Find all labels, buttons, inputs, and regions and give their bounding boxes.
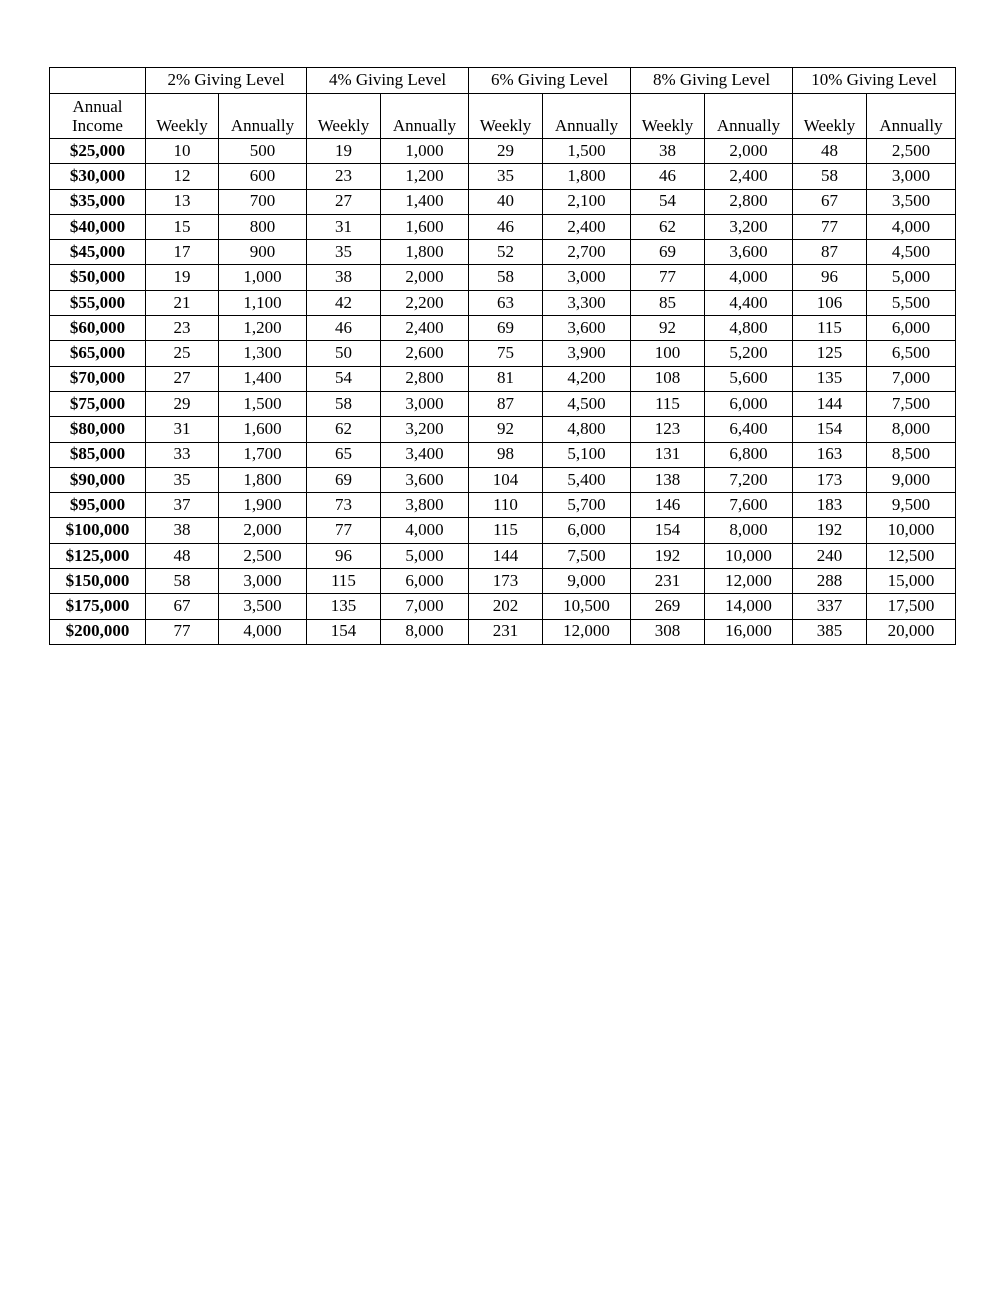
annually-cell: 3,600 <box>705 240 793 265</box>
annually-cell: 5,600 <box>705 366 793 391</box>
weekly-cell: 46 <box>469 214 543 239</box>
weekly-cell: 62 <box>307 417 381 442</box>
annual-income-header-line1: Annual <box>72 96 123 116</box>
weekly-cell: 106 <box>793 290 867 315</box>
weekly-cell: 35 <box>146 467 219 492</box>
weekly-cell: 54 <box>631 189 705 214</box>
weekly-cell: 65 <box>307 442 381 467</box>
table-row <box>50 543 956 568</box>
weekly-cell: 131 <box>631 442 705 467</box>
weekly-cell: 138 <box>631 467 705 492</box>
annually-cell: 1,700 <box>219 442 307 467</box>
annually-cell: 3,600 <box>543 316 631 341</box>
annually-cell: 7,600 <box>705 493 793 518</box>
weekly-cell: 173 <box>469 569 543 594</box>
weekly-cell: 67 <box>146 594 219 619</box>
weekly-cell: 154 <box>631 518 705 543</box>
annually-cell: 3,000 <box>867 164 956 189</box>
weekly-cell: 50 <box>307 341 381 366</box>
income-cell: $85,000 <box>50 442 146 467</box>
weekly-cell: 35 <box>307 240 381 265</box>
annually-cell: 4,800 <box>705 316 793 341</box>
weekly-header: Weekly <box>631 94 705 139</box>
level-header-6pct: 6% Giving Level <box>469 68 631 94</box>
annually-cell: 1,400 <box>219 366 307 391</box>
annually-cell: 1,500 <box>219 391 307 416</box>
annually-cell: 1,800 <box>381 240 469 265</box>
income-cell: $70,000 <box>50 366 146 391</box>
weekly-cell: 58 <box>469 265 543 290</box>
annually-cell: 4,200 <box>543 366 631 391</box>
annually-cell: 4,000 <box>381 518 469 543</box>
income-cell: $55,000 <box>50 290 146 315</box>
annual-income-header-line2: Income <box>72 116 123 136</box>
corner-cell <box>50 68 146 94</box>
weekly-cell: 29 <box>146 391 219 416</box>
weekly-cell: 58 <box>146 569 219 594</box>
annually-cell: 12,000 <box>543 619 631 644</box>
annually-cell: 3,200 <box>381 417 469 442</box>
annually-cell: 10,000 <box>867 518 956 543</box>
annually-cell: 4,500 <box>867 240 956 265</box>
table-row <box>50 316 956 341</box>
annually-cell: 1,300 <box>219 341 307 366</box>
annually-cell: 6,000 <box>705 391 793 416</box>
annually-cell: 2,400 <box>705 164 793 189</box>
table-row <box>50 619 956 644</box>
weekly-cell: 52 <box>469 240 543 265</box>
table-row <box>50 139 956 164</box>
weekly-cell: 183 <box>793 493 867 518</box>
weekly-cell: 146 <box>631 493 705 518</box>
annually-cell: 6,400 <box>705 417 793 442</box>
weekly-cell: 63 <box>469 290 543 315</box>
annually-cell: 2,500 <box>219 543 307 568</box>
sub-header-row <box>50 94 956 139</box>
annually-cell: 5,700 <box>543 493 631 518</box>
annually-cell: 3,000 <box>219 569 307 594</box>
weekly-cell: 308 <box>631 619 705 644</box>
annually-cell: 4,800 <box>543 417 631 442</box>
weekly-cell: 192 <box>793 518 867 543</box>
annually-cell: 8,000 <box>381 619 469 644</box>
annually-cell: 3,500 <box>867 189 956 214</box>
weekly-cell: 19 <box>146 265 219 290</box>
annually-cell: 700 <box>219 189 307 214</box>
weekly-cell: 154 <box>307 619 381 644</box>
weekly-cell: 29 <box>469 139 543 164</box>
annually-cell: 3,800 <box>381 493 469 518</box>
annually-cell: 2,800 <box>381 366 469 391</box>
annually-cell: 6,000 <box>543 518 631 543</box>
annual-income-header <box>50 94 146 139</box>
annually-cell: 17,500 <box>867 594 956 619</box>
table-row <box>50 214 956 239</box>
annually-cell: 5,100 <box>543 442 631 467</box>
income-cell: $100,000 <box>50 518 146 543</box>
annually-cell: 20,000 <box>867 619 956 644</box>
annually-cell: 4,400 <box>705 290 793 315</box>
table-row <box>50 290 956 315</box>
weekly-cell: 37 <box>146 493 219 518</box>
annually-cell: 15,000 <box>867 569 956 594</box>
annually-header: Annually <box>867 94 956 139</box>
weekly-cell: 58 <box>793 164 867 189</box>
weekly-cell: 77 <box>631 265 705 290</box>
annually-cell: 500 <box>219 139 307 164</box>
annually-cell: 9,000 <box>543 569 631 594</box>
weekly-cell: 337 <box>793 594 867 619</box>
weekly-cell: 92 <box>631 316 705 341</box>
weekly-cell: 144 <box>469 543 543 568</box>
weekly-cell: 231 <box>631 569 705 594</box>
income-cell: $45,000 <box>50 240 146 265</box>
annually-cell: 3,000 <box>381 391 469 416</box>
annually-cell: 2,000 <box>705 139 793 164</box>
table-row <box>50 594 956 619</box>
table-row <box>50 265 956 290</box>
annually-cell: 5,200 <box>705 341 793 366</box>
annually-cell: 4,500 <box>543 391 631 416</box>
annually-cell: 3,400 <box>381 442 469 467</box>
weekly-cell: 87 <box>793 240 867 265</box>
table-row <box>50 467 956 492</box>
annually-cell: 4,000 <box>867 214 956 239</box>
weekly-cell: 69 <box>631 240 705 265</box>
annually-cell: 7,000 <box>381 594 469 619</box>
annually-header: Annually <box>219 94 307 139</box>
weekly-cell: 48 <box>146 543 219 568</box>
table-row <box>50 189 956 214</box>
annually-cell: 7,500 <box>867 391 956 416</box>
annually-cell: 9,000 <box>867 467 956 492</box>
weekly-cell: 231 <box>469 619 543 644</box>
table-row <box>50 391 956 416</box>
weekly-cell: 125 <box>793 341 867 366</box>
table-body <box>50 139 956 645</box>
weekly-cell: 77 <box>146 619 219 644</box>
annually-cell: 2,000 <box>219 518 307 543</box>
annually-cell: 8,500 <box>867 442 956 467</box>
annually-cell: 5,000 <box>867 265 956 290</box>
annually-cell: 5,400 <box>543 467 631 492</box>
level-header-4pct: 4% Giving Level <box>307 68 469 94</box>
annually-cell: 1,200 <box>381 164 469 189</box>
annually-cell: 600 <box>219 164 307 189</box>
weekly-cell: 27 <box>307 189 381 214</box>
weekly-cell: 21 <box>146 290 219 315</box>
table-row <box>50 164 956 189</box>
annually-cell: 5,500 <box>867 290 956 315</box>
weekly-cell: 25 <box>146 341 219 366</box>
weekly-cell: 135 <box>793 366 867 391</box>
annually-cell: 3,600 <box>381 467 469 492</box>
annually-header: Annually <box>543 94 631 139</box>
weekly-cell: 104 <box>469 467 543 492</box>
annually-cell: 5,000 <box>381 543 469 568</box>
annually-cell: 1,200 <box>219 316 307 341</box>
weekly-cell: 115 <box>793 316 867 341</box>
annually-cell: 6,800 <box>705 442 793 467</box>
weekly-cell: 12 <box>146 164 219 189</box>
income-cell: $40,000 <box>50 214 146 239</box>
weekly-cell: 73 <box>307 493 381 518</box>
weekly-cell: 85 <box>631 290 705 315</box>
annually-cell: 2,800 <box>705 189 793 214</box>
annually-cell: 2,000 <box>381 265 469 290</box>
annually-cell: 4,000 <box>705 265 793 290</box>
weekly-header: Weekly <box>469 94 543 139</box>
table-header <box>50 68 956 139</box>
weekly-header: Weekly <box>793 94 867 139</box>
annually-cell: 3,000 <box>543 265 631 290</box>
weekly-cell: 58 <box>307 391 381 416</box>
weekly-cell: 67 <box>793 189 867 214</box>
weekly-cell: 240 <box>793 543 867 568</box>
weekly-cell: 108 <box>631 366 705 391</box>
annually-cell: 6,500 <box>867 341 956 366</box>
annually-cell: 3,900 <box>543 341 631 366</box>
weekly-header: Weekly <box>307 94 381 139</box>
annually-cell: 1,600 <box>381 214 469 239</box>
annually-cell: 12,500 <box>867 543 956 568</box>
weekly-cell: 110 <box>469 493 543 518</box>
weekly-cell: 163 <box>793 442 867 467</box>
annually-cell: 2,700 <box>543 240 631 265</box>
annually-cell: 16,000 <box>705 619 793 644</box>
table-row <box>50 569 956 594</box>
weekly-cell: 77 <box>307 518 381 543</box>
weekly-cell: 13 <box>146 189 219 214</box>
table-row <box>50 366 956 391</box>
income-cell: $50,000 <box>50 265 146 290</box>
annually-cell: 2,400 <box>381 316 469 341</box>
weekly-cell: 46 <box>307 316 381 341</box>
annually-cell: 3,200 <box>705 214 793 239</box>
annually-header: Annually <box>381 94 469 139</box>
weekly-cell: 62 <box>631 214 705 239</box>
income-cell: $30,000 <box>50 164 146 189</box>
weekly-cell: 87 <box>469 391 543 416</box>
weekly-cell: 40 <box>469 189 543 214</box>
level-header-8pct: 8% Giving Level <box>631 68 793 94</box>
weekly-cell: 135 <box>307 594 381 619</box>
weekly-cell: 96 <box>307 543 381 568</box>
weekly-cell: 35 <box>469 164 543 189</box>
annually-cell: 1,900 <box>219 493 307 518</box>
weekly-cell: 38 <box>307 265 381 290</box>
annually-cell: 10,500 <box>543 594 631 619</box>
weekly-cell: 48 <box>793 139 867 164</box>
income-cell: $35,000 <box>50 189 146 214</box>
table-row <box>50 442 956 467</box>
annually-cell: 9,500 <box>867 493 956 518</box>
annually-header: Annually <box>705 94 793 139</box>
weekly-cell: 15 <box>146 214 219 239</box>
annually-cell: 6,000 <box>867 316 956 341</box>
weekly-header: Weekly <box>146 94 219 139</box>
weekly-cell: 46 <box>631 164 705 189</box>
income-cell: $150,000 <box>50 569 146 594</box>
annually-cell: 1,800 <box>219 467 307 492</box>
annually-cell: 8,000 <box>867 417 956 442</box>
annually-cell: 3,300 <box>543 290 631 315</box>
weekly-cell: 81 <box>469 366 543 391</box>
weekly-cell: 115 <box>469 518 543 543</box>
weekly-cell: 69 <box>469 316 543 341</box>
annually-cell: 7,200 <box>705 467 793 492</box>
weekly-cell: 69 <box>307 467 381 492</box>
income-cell: $25,000 <box>50 139 146 164</box>
annually-cell: 1,400 <box>381 189 469 214</box>
weekly-cell: 123 <box>631 417 705 442</box>
annually-cell: 1,800 <box>543 164 631 189</box>
weekly-cell: 19 <box>307 139 381 164</box>
annually-cell: 1,100 <box>219 290 307 315</box>
weekly-cell: 33 <box>146 442 219 467</box>
table-row <box>50 240 956 265</box>
annually-cell: 1,000 <box>381 139 469 164</box>
annually-cell: 1,600 <box>219 417 307 442</box>
giving-level-header-row <box>50 68 956 94</box>
weekly-cell: 115 <box>307 569 381 594</box>
weekly-cell: 173 <box>793 467 867 492</box>
weekly-cell: 31 <box>146 417 219 442</box>
table-row <box>50 518 956 543</box>
annually-cell: 3,500 <box>219 594 307 619</box>
weekly-cell: 23 <box>146 316 219 341</box>
weekly-cell: 269 <box>631 594 705 619</box>
income-cell: $80,000 <box>50 417 146 442</box>
annually-cell: 900 <box>219 240 307 265</box>
annually-cell: 1,000 <box>219 265 307 290</box>
weekly-cell: 23 <box>307 164 381 189</box>
annually-cell: 14,000 <box>705 594 793 619</box>
annually-cell: 10,000 <box>705 543 793 568</box>
weekly-cell: 96 <box>793 265 867 290</box>
weekly-cell: 75 <box>469 341 543 366</box>
weekly-cell: 202 <box>469 594 543 619</box>
weekly-cell: 10 <box>146 139 219 164</box>
weekly-cell: 288 <box>793 569 867 594</box>
income-cell: $65,000 <box>50 341 146 366</box>
weekly-cell: 192 <box>631 543 705 568</box>
annually-cell: 1,500 <box>543 139 631 164</box>
income-cell: $90,000 <box>50 467 146 492</box>
annually-cell: 7,500 <box>543 543 631 568</box>
table-row <box>50 417 956 442</box>
annually-cell: 12,000 <box>705 569 793 594</box>
annually-cell: 800 <box>219 214 307 239</box>
annually-cell: 2,200 <box>381 290 469 315</box>
weekly-cell: 42 <box>307 290 381 315</box>
weekly-cell: 27 <box>146 366 219 391</box>
income-cell: $75,000 <box>50 391 146 416</box>
income-cell: $125,000 <box>50 543 146 568</box>
weekly-cell: 31 <box>307 214 381 239</box>
weekly-cell: 54 <box>307 366 381 391</box>
income-cell: $95,000 <box>50 493 146 518</box>
income-cell: $200,000 <box>50 619 146 644</box>
annually-cell: 2,400 <box>543 214 631 239</box>
level-header-2pct: 2% Giving Level <box>146 68 307 94</box>
weekly-cell: 385 <box>793 619 867 644</box>
annually-cell: 2,500 <box>867 139 956 164</box>
weekly-cell: 144 <box>793 391 867 416</box>
weekly-cell: 100 <box>631 341 705 366</box>
income-cell: $60,000 <box>50 316 146 341</box>
table-row <box>50 341 956 366</box>
weekly-cell: 154 <box>793 417 867 442</box>
level-header-10pct: 10% Giving Level <box>793 68 956 94</box>
giving-level-table <box>49 67 956 645</box>
annually-cell: 2,600 <box>381 341 469 366</box>
weekly-cell: 17 <box>146 240 219 265</box>
weekly-cell: 38 <box>146 518 219 543</box>
weekly-cell: 77 <box>793 214 867 239</box>
annually-cell: 8,000 <box>705 518 793 543</box>
annually-cell: 2,100 <box>543 189 631 214</box>
table-row <box>50 493 956 518</box>
weekly-cell: 92 <box>469 417 543 442</box>
weekly-cell: 98 <box>469 442 543 467</box>
annually-cell: 6,000 <box>381 569 469 594</box>
weekly-cell: 38 <box>631 139 705 164</box>
weekly-cell: 115 <box>631 391 705 416</box>
annually-cell: 7,000 <box>867 366 956 391</box>
income-cell: $175,000 <box>50 594 146 619</box>
annually-cell: 4,000 <box>219 619 307 644</box>
